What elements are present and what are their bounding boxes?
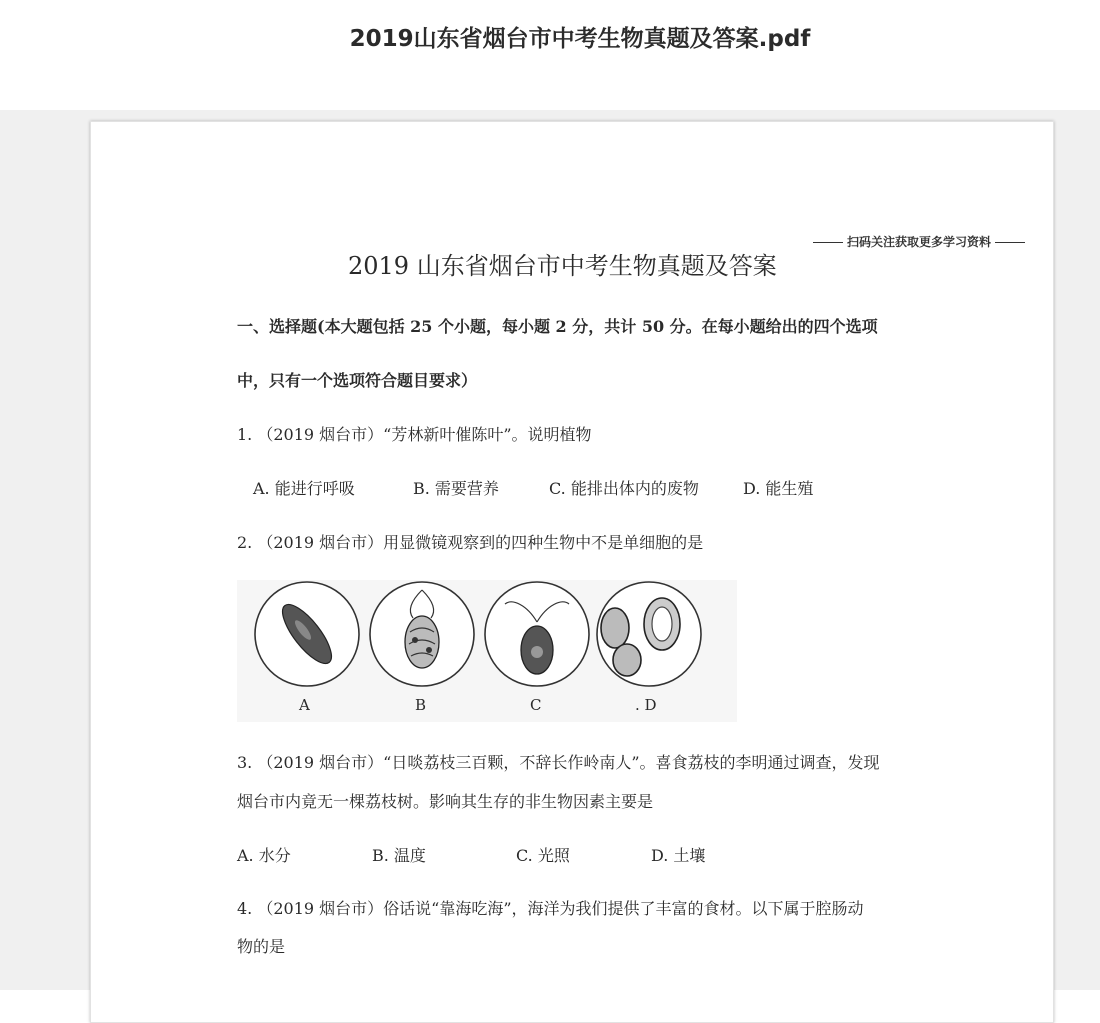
q1-option-b: B. 需要营养: [413, 479, 499, 498]
figure-label-d: . D: [635, 696, 657, 714]
watermark: [809, 233, 1029, 250]
watermark-rule-left: [813, 242, 843, 243]
q1-option-d: D. 能生殖: [743, 479, 814, 498]
q4-stem-line2: 物的是: [237, 937, 286, 956]
q3-stem-line1: 3. （2019 烟台市）“日啖荔枝三百颗，不辞长作岭南人”。喜食荔枝的李明通过调查，发现: [237, 753, 880, 772]
organism-c-nucleus: [531, 646, 543, 658]
pdf-page: [90, 121, 1054, 1023]
q3-stem-line2: 烟台市内竟无一棵荔枝树。影响其生存的非生物因素主要是: [237, 792, 654, 811]
microscope-organisms-svg: [237, 580, 737, 722]
q1-stem: 1. （2019 烟台市）“芳林新叶催陈叶”。说明植物: [237, 425, 592, 444]
yeast-vacuole: [652, 607, 672, 641]
figure-label-c: C: [530, 696, 542, 714]
watermark-rule-right: [995, 242, 1025, 243]
q2-microscope-figure: [237, 580, 737, 722]
file-title: 2019山东省烟台市中考生物真题及答案.pdf: [349, 26, 811, 52]
pdf-viewer[interactable]: [0, 110, 1100, 990]
yeast-cell-small: [601, 608, 629, 648]
q3-option-a: A. 水分: [237, 846, 291, 865]
section-heading-line2: 中，只有一个选项符合题目要求）: [237, 371, 478, 390]
section-heading-line1: 一、选择题(本大题包括 25 个小题，每小题 2 分，共计 50 分。在每小题给出的四个选项: [237, 317, 878, 336]
q1-option-c: C. 能排出体内的废物: [549, 479, 699, 498]
organism-b-body: [405, 616, 439, 668]
watermark-text: 扫码关注获取更多学习资料: [847, 235, 992, 249]
title-bar: [0, 0, 1100, 110]
figure-label-a: A: [299, 696, 310, 714]
yeast-bud: [613, 644, 641, 676]
q3-option-d: D. 土壤: [651, 846, 706, 865]
q1-option-a: A. 能进行呼吸: [253, 479, 355, 498]
q3-option-c: C. 光照: [516, 846, 570, 865]
q4-stem-line1: 4. （2019 烟台市）俗话说“靠海吃海”，海洋为我们提供了丰富的食材。以下属于腔肠动: [237, 899, 864, 918]
document-title: 2019 山东省烟台市中考生物真题及答案: [348, 252, 777, 280]
figure-label-b: B: [415, 696, 427, 714]
q3-option-b: B. 温度: [372, 846, 426, 865]
q2-stem: 2. （2019 烟台市）用显微镜观察到的四种生物中不是单细胞的是: [237, 533, 704, 552]
